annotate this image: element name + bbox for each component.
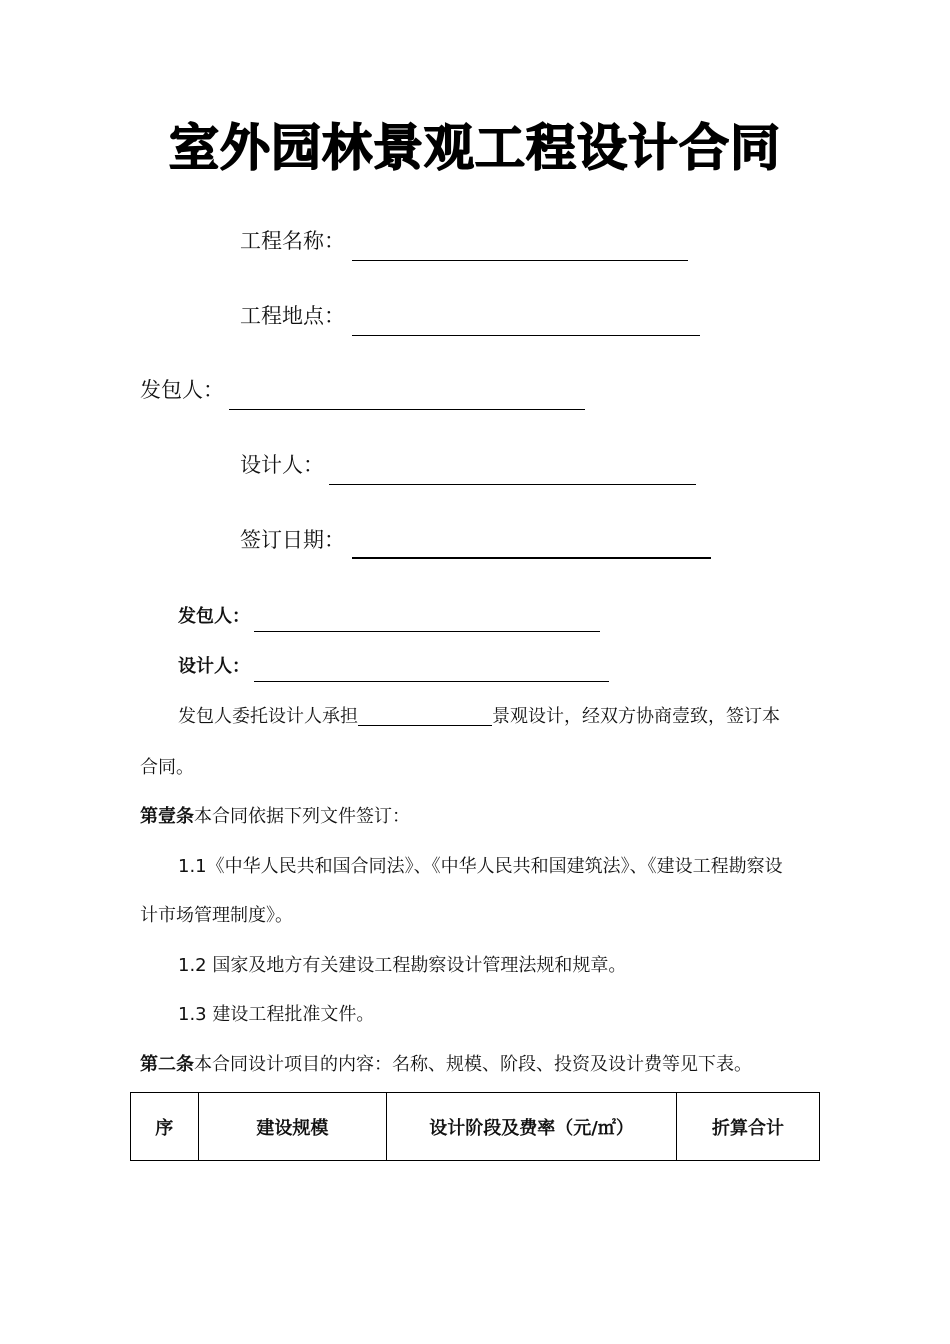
project-location-label: 工程地点： bbox=[240, 304, 345, 328]
article1-item2: 1.2 国家及地方有关建设工程勘察设计管理法规和规章。 bbox=[178, 955, 627, 976]
cover-designer-blank[interactable] bbox=[329, 484, 696, 485]
sign-date-blank[interactable] bbox=[352, 557, 711, 559]
sign-date-label: 签订日期： bbox=[240, 528, 345, 552]
col-header-seq: 序 bbox=[131, 1093, 199, 1161]
intro-continuation: 合同。 bbox=[140, 757, 194, 778]
article1-text: 本合同依据下列文件签订： bbox=[194, 806, 410, 827]
article1-item1-line1: 1.1《中华人民共和国合同法》、《中华人民共和国建筑法》、《建设工程勘察设 bbox=[178, 856, 783, 877]
project-name-label: 工程名称： bbox=[240, 229, 345, 253]
article1-heading: 第壹条 bbox=[140, 806, 194, 827]
document-title: 室外园林景观工程设计合同 bbox=[169, 119, 781, 177]
intro-line bbox=[178, 705, 780, 729]
col-header-stage-rate: 设计阶段及费率（元/㎡） bbox=[387, 1093, 677, 1161]
employer-label: 发包人： bbox=[178, 606, 250, 627]
cover-employer-blank[interactable] bbox=[229, 409, 585, 410]
article1-item3: 1.3 建设工程批准文件。 bbox=[178, 1004, 375, 1025]
employer-blank[interactable] bbox=[254, 631, 600, 632]
project-location-blank[interactable] bbox=[352, 335, 700, 336]
article1-item1-line2: 计市场管理制度》。 bbox=[140, 905, 293, 926]
project-name-blank[interactable] bbox=[352, 260, 688, 261]
fee-table bbox=[130, 1092, 820, 1161]
article2-line bbox=[140, 1053, 752, 1077]
article2-heading: 第二条 bbox=[140, 1054, 194, 1075]
cover-designer-label: 设计人： bbox=[240, 453, 324, 477]
cover-employer-label: 发包人： bbox=[140, 378, 224, 402]
article1-line bbox=[140, 805, 410, 829]
fee-table-header-row bbox=[131, 1093, 820, 1161]
article2-text: 本合同设计项目的内容：名称、规模、阶段、投资及设计费等见下表。 bbox=[194, 1054, 752, 1075]
designer-label: 设计人： bbox=[178, 656, 250, 677]
designer-blank[interactable] bbox=[254, 681, 609, 682]
col-header-total: 折算合计 bbox=[677, 1093, 820, 1161]
intro-before-blank: 发包人委托设计人承担 bbox=[178, 706, 358, 727]
intro-after-blank: 景观设计，经双方协商壹致，签订本 bbox=[492, 706, 780, 727]
col-header-scale: 建设规模 bbox=[198, 1093, 387, 1161]
design-scope-blank[interactable] bbox=[358, 705, 492, 726]
